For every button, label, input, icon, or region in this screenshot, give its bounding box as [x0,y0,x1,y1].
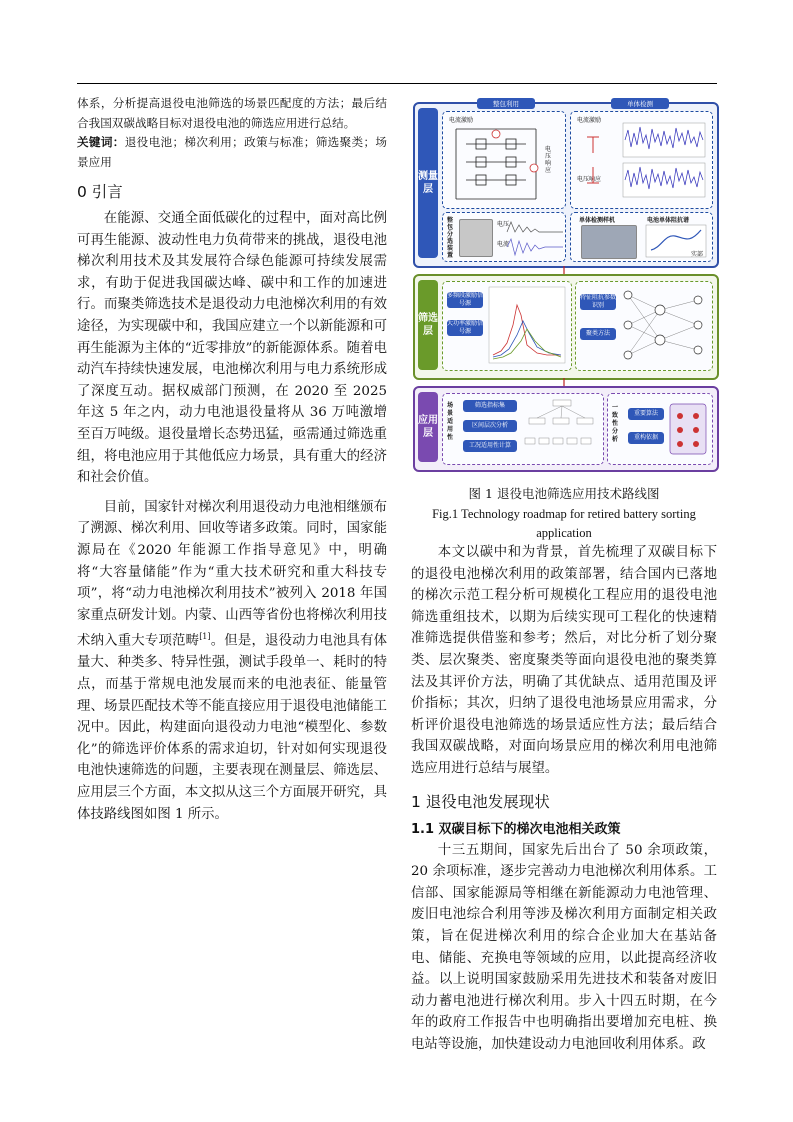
abstract-tail: 体系，分析提高退役电池筛选的场景匹配度的方法；最后结合我国双碳战略目标对退役电池的筛选应用进行总结。 [77,96,387,130]
figure-1 [411,102,717,474]
scene-label: 场景适用性 [447,402,454,441]
cell-signal-panel [570,111,713,209]
reconstruct-box: 重构依据 [628,432,664,444]
impedance-spectrum-label: 电池单体阻抗谱 [647,217,690,224]
excitation-panel [442,281,572,371]
pack-waveforms [505,217,565,257]
pack-device-panel [442,212,566,262]
ahp-box: 区间层次分析 [463,420,517,432]
right-column [411,542,717,1055]
apply-layer [413,386,719,472]
cell-tester-panel [570,212,713,262]
spectrum-plot [487,285,567,365]
figure-caption-en: Fig.1 Technology roadmap for retired battery sorting application [432,507,696,540]
citation-ref[interactable]: [1] [199,632,211,642]
screen-layer [413,274,719,380]
overview-paragraph: 本文以碳中和为背景，首先梳理了双碳目标下的退役电池梯次利用的政策部署，结合国内已落地的梯次示范工程分析可规模化工程应用的退役电池筛选重组技术，以期为后续实现可工程化的快速精准筛选提供借鉴和参考；然后，对比分析了划分聚类、层次聚类、密度聚类等面向退役电池的聚类算法及其评价方法，明确了其优缺点、适用范围及评价指标；其次，归纳了退役电池场景应用需求，分析评价退役电池筛选的场景适应性方法；最后结合我国双碳战略，对面向场景应用的梯次利用电池筛选应用进行总结与展望。 [411,545,717,776]
noise-signal-plots [573,115,709,205]
apply-layer-label: 应用层 [418,392,438,462]
screen-layer-label: 筛选层 [418,280,438,370]
feature-id-box: 特征阻抗参数识别 [580,294,617,309]
current-label: 电流 [497,241,510,248]
pack-device-label: 整包分选装置 [447,217,454,259]
current-excitation-label-2: 电流激励 [577,117,602,124]
consistency-panel [607,393,713,465]
high-power-source: 大功率激励信号源 [447,320,484,335]
tab-cell-test: 单体检测 [611,98,669,109]
algorithm-box: 重要算法 [628,408,664,420]
battery-pack-diagram [666,398,710,460]
consistency-label: 一致性分析 [612,404,619,443]
measure-layer [413,102,719,268]
cell-tester-label: 单体检测样机 [579,217,616,224]
keywords [77,133,387,172]
section-1-title: 1 退役电池发展现状 [411,792,550,811]
section-1-1-title: 1.1 双碳目标下的梯次电池相关政策 [411,821,621,837]
keywords-label: 关键词： [77,135,125,149]
clustering-box: 聚类方法 [580,328,616,340]
intro-paragraph-2 [77,497,387,825]
battery-array-schematic [446,124,546,204]
index-set-box: 筛选指标集 [463,400,517,412]
measure-layer-label: 测量层 [418,108,438,258]
left-column [77,94,387,825]
scene-panel [442,393,604,465]
figure-caption-cn: 图 1 退役电池筛选应用技术路线图 [468,486,660,501]
intro-paragraph-1: 在能源、交通全面低碳化的过程中，面对高比例可再生能源、波动性电力负荷带来的挑战，退役电池梯次利用技术及其发展符合绿色能源可持续发展需求，有助于促进我国碳达峰、碳中和工作的加速进行。而聚类筛选技术是退役动力电池梯次利用的有效途径，为实现碳中和，我国应建立一个以新能源和可再生能源为主体的“近零排放”的新能源体系。随着电动汽车持续快速发展，电池梯次利用与电力系统形成了深度互动。据权威部门预测，在 2020 至 2025 年这 5 年之内，动力电池退役量将从 36 万吨激增至百万吨级。退役量增长态势迅猛，亟需通过筛选重组，将电池应用于其他低应力场景，具有重大的经济和社会价值。 [77,211,387,486]
real-part-label: 实部 [691,251,704,258]
intro-paragraph-2a: 目前，国家针对梯次利用退役动力电池相继颁布了溯源、梯次利用、回收等诸多政策。同时，国家能源局在《2020 年能源工作指导意见》中，明确将“大容量储能”作为“重大技术研究和重大科技专项”，将“动力电池梯次利用技术”被列入 2018 年国家重点研发计划。内蒙、山西等省份也将梯次利用技术纳入重大专项范畴 [77,499,387,649]
intro-paragraph-2b: 。但是，退役动力电池具有体量大、种类多、特异性强，测试手段单一、耗时的特点，而基于常规电池发展而来的电池表征、能量管理、场景匹配技术等不能直接应用于退役电池储能工况中。因此，构建面向退役动力电池“模型化、参数化”的筛选评价体系的需求迫切，针对如何实现退役电池快速筛选的问题，主要表现在测量层、筛选层、应用层三个方面，本文拟从这三个方面展开研究，具体技路线图如图 1 所示。 [77,633,388,822]
current-excitation-label: 电流激励 [449,117,474,124]
voltage-response-label-2: 电压响应 [577,176,602,183]
pack-circuit-panel [442,111,566,209]
hierarchy-chart [523,398,601,460]
keywords-text: 退役电池；梯次利用；政策与标准；筛选聚类；场景应用 [77,135,387,169]
voltage-label: 电压 [497,221,510,228]
condition-calc-box: 工况适用性计算 [463,440,517,452]
clustering-panel [575,281,713,371]
multi-freq-source: 多频段激励信号源 [447,292,484,307]
header-rule [77,83,717,84]
tab-pack-utilization: 整包利用 [477,98,535,109]
policy-paragraph: 十三五期间，国家先后出台了 50 余项政策，20 余项标准，逐步完善动力电池梯次利用体系。工信部、国家能源局等相继在新能源动力电池管理、废旧电池综合利用等涉及梯次利用方面制定相关政策，旨在促进梯次利用的综合企业加大在基站备电、储能、充换电等领域的应用，以此提高经济收益。以上说明国家鼓励采用先进技术和装备对废旧动力蓄电池进行梯次利用。步入十四五时期，在今年的政府工作报告中也明确指出要增加充电桩、换电站等设施，加快建设动力电池回收利用体系。政 [411,842,717,1052]
voltage-response-label: 电压响应 [545,146,552,174]
network-diagram [620,285,710,365]
pack-device-photo [459,219,493,257]
section-0-title: 0 引言 [77,183,123,201]
cell-tester-photo [581,225,637,259]
